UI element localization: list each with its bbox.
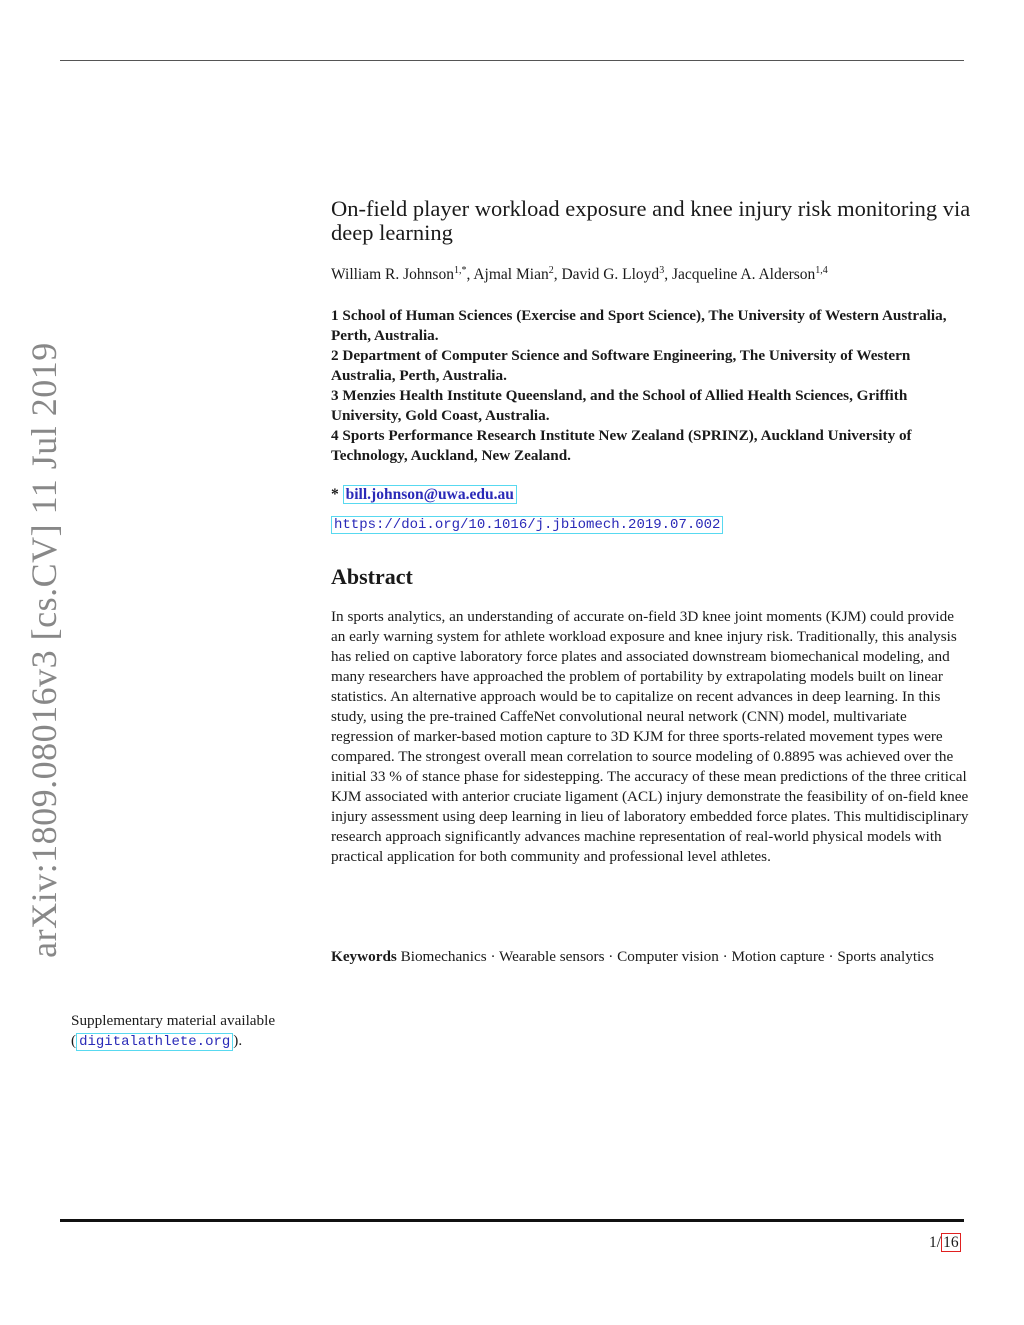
supplementary-text: Supplementary material available <box>71 1012 276 1029</box>
keywords <box>331 947 971 967</box>
page-total-link[interactable]: 16 <box>943 1234 959 1251</box>
affiliation: 4 Sports Performance Research Institute New Zealand (SPRINZ), Auckland University of Technology, Auckland, New Zealand. <box>331 427 912 464</box>
correspondence-line <box>331 486 517 504</box>
page-number <box>929 1234 961 1252</box>
author-affiliation-mark: 2 <box>548 265 554 276</box>
header-rule <box>60 60 964 61</box>
page-separator: / <box>936 1234 942 1251</box>
abstract-heading: Abstract <box>331 564 413 589</box>
paper-title: On-field player workload exposure and knee injury risk monitoring via deep learning <box>331 196 971 245</box>
author-affiliation-mark: 1,* <box>453 265 467 276</box>
doi-link[interactable]: https://doi.org/10.1016/j.jbiomech.2019.07.002 <box>331 516 723 534</box>
supplementary-site-link[interactable]: digitalathlete.org <box>76 1033 233 1051</box>
keywords-label: Keywords <box>331 948 397 965</box>
page-current: 1 <box>929 1234 937 1251</box>
author-name: Jacqueline A. Alderson <box>671 266 816 284</box>
affiliation: 3 Menzies Health Institute Queensland, and the School of Allied Health Sciences, Griffith University, Gold Coast, Australia. <box>331 387 908 424</box>
supplementary-note <box>71 1011 331 1052</box>
footer-rule <box>60 1219 964 1222</box>
affiliation: 2 Department of Computer Science and Software Engineering, The University of Western Australia, Perth, Australia. <box>331 347 911 384</box>
author-affiliation-mark: 1,4 <box>815 265 828 276</box>
author-name: Ajmal Mian <box>473 266 549 284</box>
paren-close: ). <box>233 1032 243 1049</box>
affiliation-list <box>331 306 961 466</box>
email-link[interactable]: bill.johnson@uwa.edu.au <box>343 485 517 504</box>
arxiv-identifier: arXiv:1809.08016v3 [cs.CV] 11 Jul 2019 <box>24 342 64 958</box>
paren-open: ( <box>71 1032 77 1049</box>
affiliation: 1 School of Human Sciences (Exercise and Sport Science), The University of Western Australia, Perth, Australia. <box>331 307 947 344</box>
keywords-text: Biomechanics · Wearable sensors · Computer vision · Motion capture · Sports analytics <box>400 948 934 965</box>
correspondence-marker: * <box>331 486 339 503</box>
author-name: William R. Johnson <box>331 266 454 284</box>
author-name: David G. Lloyd <box>561 266 660 284</box>
author-affiliation-mark: 3 <box>659 265 665 276</box>
abstract-text: In sports analytics, an understanding of accurate on-field 3D knee joint moments (KJM) could provide an early warning system for athlete workload exposure and knee injury risk. Traditionally, this analysis has relied on captive laboratory force plates and associated downstream biomechanical modeling, and many researchers have approached the problem of portability by extrapolating models built on linear statistics. An alternative approach would be to capitalize on recent advances in deep learning. In this study, using the pre-trained CaffeNet convolutional neural network (CNN) model, multivariate regression of marker-based motion capture to 3D KJM for three sports-related movement types were compared. The strongest overall mean correlation to source modeling of 0.8895 was achieved over the initial 33 % of stance phase for sidestepping. The accuracy of these mean predictions of the three critical KJM associated with anterior cruciate ligament (ACL) injury demonstrate the feasibility of on-field knee injury assessment using deep learning in lieu of laboratory embedded force plates. This multidisciplinary research approach significantly advances machine representation of real-world physical models with practical application for both community and professional level athletes. <box>331 608 969 865</box>
author-list: William R. Johnson$^{1,*}$, Ajmal Mian$^2$, David G. Lloyd$^3$, Jacqueline A. Alderson$^{1,4}$ <box>331 265 828 284</box>
